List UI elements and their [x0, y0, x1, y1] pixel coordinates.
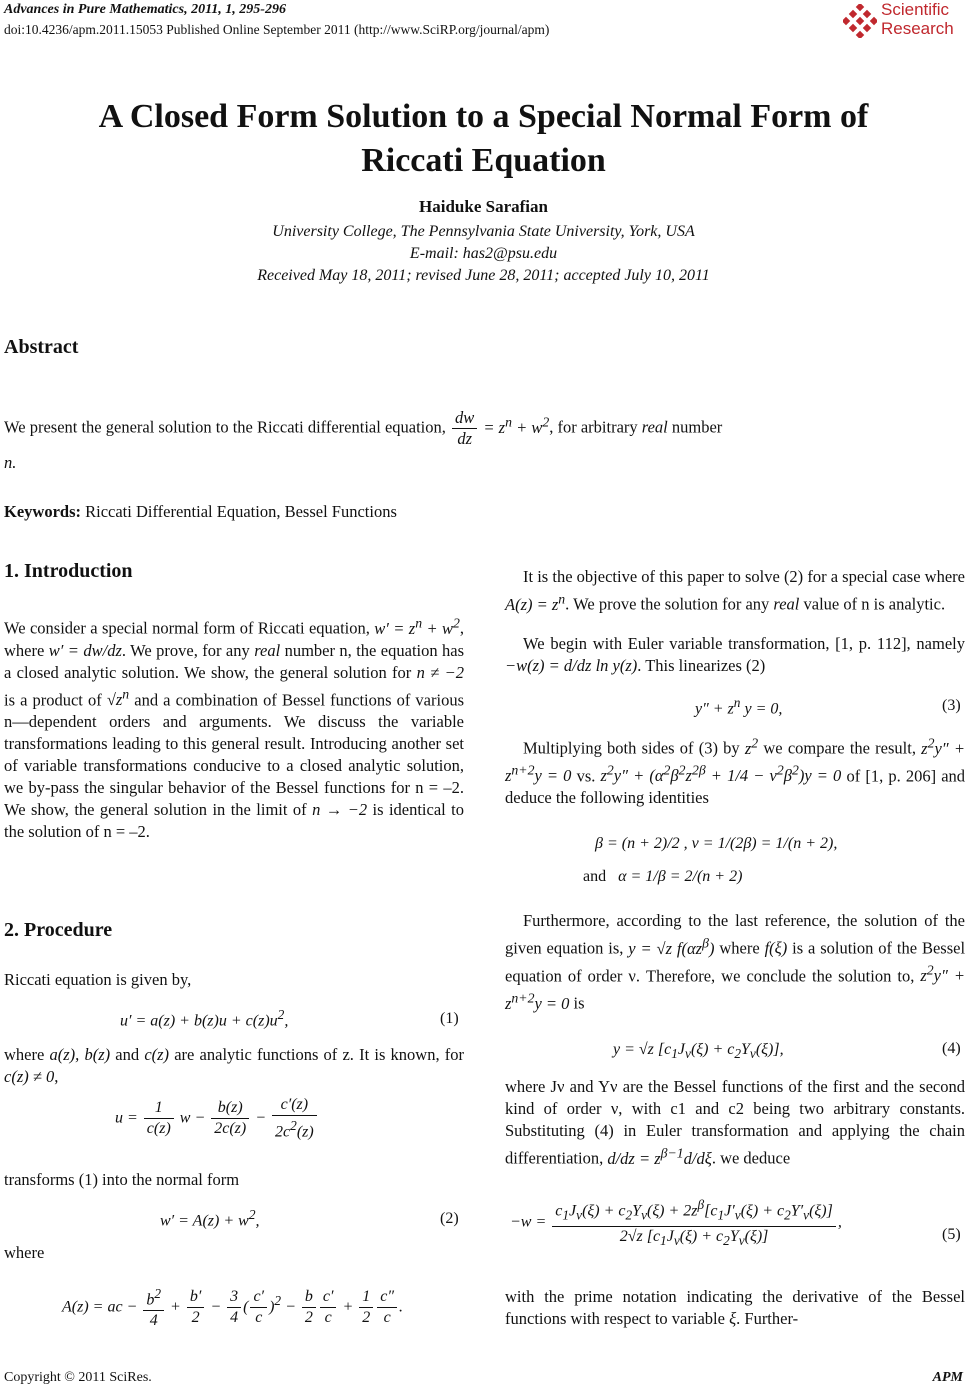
- col2-bessel-text: where Jν and Yν are the Bessel functions of the first and the second kind of order ν, with c1 and c2 being two arbitrary constants. Substituting (4) in Euler transformation and applying the chain differentiation, $d/dz = z^{\beta-1}d/d\xi$. we deduce: [505, 1077, 965, 1168]
- col2-prime-note: with the prime notation indicating the derivative of the Bessel functions with respect to variable ξ. Further-: [505, 1287, 965, 1328]
- journal-abbreviation: APM: [932, 1370, 963, 1385]
- transformation-equation: u = $\frac{1}{c(z)}$ w − $\frac{b(z)}{2c(z)}$ − $\frac{c'(z)}{2c^2(z)}$: [115, 1095, 319, 1142]
- identities-equation: β = (n + 2)/2 , ν = 1/(2β) = 1/(n + 2),: [595, 835, 838, 852]
- journal-name: Advances in Pure Mathematics: [4, 2, 185, 17]
- logo-mark-icon: [843, 4, 877, 38]
- section-2-where-2: where: [4, 1243, 45, 1262]
- equation-5-number: (5): [942, 1226, 961, 1243]
- abstract-n: n.: [4, 453, 17, 472]
- equation-3-number: (3): [942, 697, 961, 714]
- equation-2-number: (2): [440, 1210, 459, 1227]
- doi-line: doi:10.4236/apm.2011.15053 Published Online September 2011 (http://www.SciRP.org/journal/apm): [4, 22, 550, 37]
- A-definition-equation: A(z) = ac − $\frac{b^2}{4}$ + $\frac{b'}{2}$ − $\frac{3}{4}$ ( $\frac{c'}{c}$ )$^2$ − $\frac{b}{2}$ $\frac{c'}{c}$ + $\frac{1}{2}$ $\frac{c''}{c}$ .: [62, 1286, 404, 1330]
- abstract-text: We present the general solution to the Riccati differential equation, $\frac{dw}{dz}$ = $z^n + w^2$, for arbitrary real number: [4, 408, 723, 449]
- col2-compare: Multiplying both sides of (3) by $z^2$ we compare the result, $z^2y'' + z^{n+2}y = 0$ vs. $z^2y'' + (\alpha^2\beta^2z^{2\beta} + 1/4 - \nu^2\beta^2)y = 0$ of [1, p. 206] and deduce the following identities: [505, 735, 966, 807]
- logo-text: Scientific Research: [881, 0, 954, 38]
- journal-header: [4, 2, 286, 18]
- section-2-transform-text: transforms (1) into the normal form: [4, 1170, 240, 1189]
- equation-5: −w = $\frac{c_1J_\nu(\xi) + c_2Y_\nu(\xi) + 2z^\beta[c_1J'_\nu(\xi) + c_2Y'_\nu(\xi)]}{2√z [c_1J_\nu(\xi) + c_2Y_\nu(\xi)]}$ ,: [510, 1197, 842, 1248]
- keywords: Keywords: Riccati Differential Equation, Bessel Functions: [4, 502, 397, 521]
- col2-euler: We begin with Euler variable transformation, [1, p. 112], namely −w(z) = d/dz ln y(z). This linearizes (2): [505, 634, 965, 675]
- paper-title: A Closed Form Solution to a Special Normal Form of Riccati Equation: [98, 98, 869, 179]
- section-2-heading: 2. Procedure: [4, 919, 113, 941]
- affiliation-block: [0, 221, 967, 287]
- journal-issue: , 2011, 1, 295-296: [184, 2, 286, 17]
- copyright: Copyright © 2011 SciRes.: [4, 1370, 152, 1385]
- abstract-heading: Abstract: [4, 336, 79, 358]
- section-1-text: We consider a special normal form of Riccati equation, $w' = z^n + w^2$, where w′ = dw/dz. We prove, for any real number n, the equation has a closed analytic solution. We show, the general solution for n ≠ −2 is a product of $√z^n$ and a combination of Bessel functions of various n—dependent orders and arguments. We discuss the variable transformations leading to this general result. Introducing another set of variable transformations conducive to a closed analytic solution, we by-pass the singular behavior of the Bessel functions for n = –2. We show, the general solution in the limit of n → −2 is identical to the solution of n = –2.: [4, 615, 465, 841]
- dates: Received May 18, 2011; revised June 28, 2011; accepted July 10, 2011: [257, 267, 710, 284]
- section-2-where: where a(z), b(z) and c(z) are analytic functions of z. It is known, for c(z) ≠ 0,: [4, 1045, 464, 1086]
- equation-3: $y'' + z^n$ y = 0,: [695, 695, 783, 718]
- author: Haiduke Sarafian: [419, 197, 548, 216]
- equation-4-number: (4): [942, 1040, 961, 1057]
- abstract-equation: $\frac{dw}{dz}$: [452, 408, 477, 449]
- alpha-equation: and α = 1/β = 2/(n + 2): [583, 868, 743, 885]
- col2-solution: Furthermore, according to the last reference, the solution of the given equation is, y = √z $f(\alpha z^\beta)$ where f(ξ) is a solution of the Bessel equation of order ν. Therefore, we conclude the solution to, $z^2y'' + z^{n+2}y = 0$ is: [505, 911, 966, 1013]
- col2-objective: It is the objective of this paper to solve (2) for a special case where $A(z) = z^n$. We prove the solution for any real value of n is analytic.: [505, 567, 965, 614]
- section-1-heading: 1. Introduction: [4, 560, 133, 582]
- publisher-logo: [843, 0, 963, 42]
- equation-1: $u' = a(z) + b(z)u + c(z)u^2$,: [120, 1007, 289, 1030]
- affiliation: University College, The Pennsylvania State University, York, USA: [272, 223, 695, 240]
- email: E-mail: has2@psu.edu: [409, 245, 558, 262]
- equation-4: y = √z $[c_1J_\nu(\xi) + c_2Y_\nu(\xi)]$,: [613, 1041, 784, 1062]
- equation-2: $w' = A(z) + w^2$,: [160, 1207, 260, 1230]
- section-2-intro: Riccati equation is given by,: [4, 970, 192, 989]
- equation-1-number: (1): [440, 1010, 459, 1027]
